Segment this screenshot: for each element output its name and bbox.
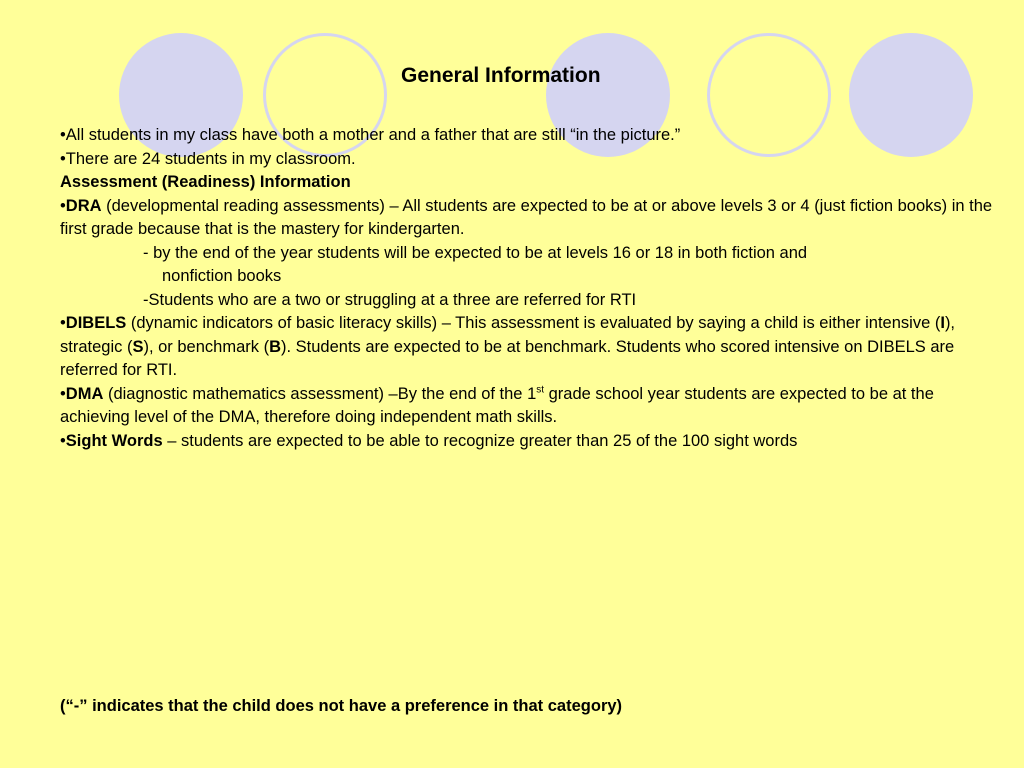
bullet-sight-words: •Sight Words – students are expected to be able to recognize greater than 25 of the 100 sight words (60, 431, 798, 450)
bullet-parents: •All students in my class have both a mother and a father that are still “in the picture.” (60, 126, 681, 144)
bullet-marker: • (60, 431, 66, 450)
bullet-dma: •DMA (diagnostic mathematics assessment) –By the end of the 1st grade school year students are expected to be at the achieving level of the DMA, therefore doing independent math skills. (60, 384, 934, 426)
bullet-marker: • (60, 314, 66, 332)
dra-subpoint-1: - by the end of the year students will be expected to be at levels 16 or 18 in both fiction and (143, 243, 808, 262)
dra-subpoint-1-cont: nonfiction books (162, 267, 282, 285)
bullet-student-count: •There are 24 students in my classroom. (60, 149, 356, 168)
bullet-marker: • (60, 384, 66, 403)
bullet-dra: •DRA (developmental reading assessments) – All students are expected to be at or above levels 3 or 4 (just fiction books) in the first grade because that is the mastery for kindergarten. (60, 196, 993, 238)
slide-title: General Information (401, 64, 601, 87)
dra-term: DRA (65, 196, 102, 215)
bullet-marker: • (60, 126, 66, 144)
bullet-dibels: •DIBELS (dynamic indicators of basic literacy skills) – This assessment is evaluated by saying a child is either intensive (I), strategic (S), or benchmark (B). Students are expected to be at benchmark. Students who scored intensive on DIBELS are referred for RTI. (60, 314, 956, 379)
dma-term: DMA (65, 384, 104, 403)
slide-body (60, 124, 1000, 453)
footnote: (“-” indicates that the child does not have a preference in that category) (60, 697, 623, 715)
bullet-marker: • (60, 149, 66, 168)
assessment-heading: Assessment (Readiness) Information (60, 173, 351, 191)
bullet-marker: • (60, 196, 66, 215)
sight-words-term: Sight Words (65, 431, 163, 450)
dibels-term: DIBELS (65, 314, 127, 332)
dra-subpoint-2: -Students who are a two or struggling at a three are referred for RTI (143, 290, 637, 309)
